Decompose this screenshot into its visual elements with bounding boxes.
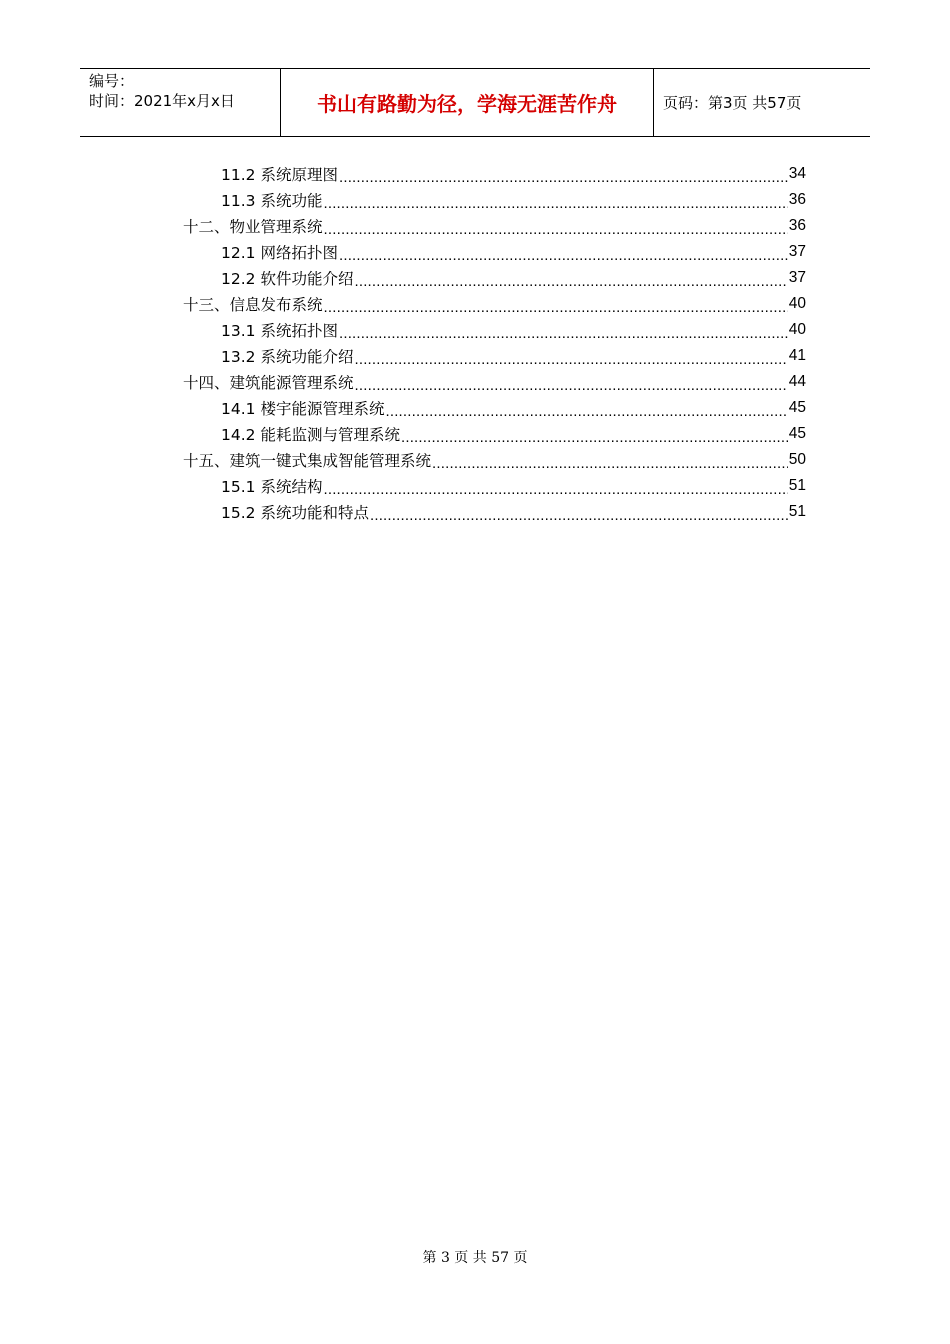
toc-entry[interactable] (221, 161, 806, 187)
toc-entry-title: 十四、建筑能源管理系统 (183, 374, 354, 392)
toc-dot-leader (324, 295, 788, 313)
toc-dot-leader (324, 217, 788, 235)
toc-dot-leader (354, 347, 787, 365)
toc-entry-page: 36 (788, 217, 806, 234)
toc-entry-title: 13.1 系统拓扑图 (221, 322, 338, 340)
toc-entry-page: 45 (788, 425, 806, 442)
toc-entry-page: 40 (788, 321, 806, 338)
toc-entry-page: 40 (788, 295, 806, 312)
toc-dot-leader (323, 191, 787, 209)
document-number-label: 编号： (89, 72, 135, 90)
toc-dot-leader (354, 269, 787, 287)
toc-entry-page: 45 (788, 399, 806, 416)
toc-entry[interactable] (221, 239, 806, 265)
toc-entry-page: 34 (788, 165, 806, 182)
toc-entry-page: 51 (788, 503, 806, 520)
toc-dot-leader (432, 451, 788, 469)
toc-entry-page: 37 (788, 269, 806, 286)
footer-page-text: 第 3 页 共 57 页 (422, 1250, 528, 1266)
toc-entry-title: 15.1 系统结构 (221, 478, 323, 496)
toc-entry[interactable] (221, 265, 806, 291)
toc-dot-leader (339, 321, 788, 339)
toc-entry-title: 14.1 楼宇能源管理系统 (221, 400, 385, 418)
toc-entry[interactable] (221, 473, 806, 499)
toc-entry-page: 37 (788, 243, 806, 260)
toc-entry-title: 11.2 系统原理图 (221, 166, 338, 184)
toc-entry-title: 12.1 网络拓扑图 (221, 244, 338, 262)
toc-entry-title: 十三、信息发布系统 (183, 296, 323, 314)
toc-entry-title: 十二、物业管理系统 (183, 218, 323, 236)
toc-entry[interactable] (183, 369, 806, 395)
toc-entry[interactable] (221, 395, 806, 421)
toc-entry[interactable] (183, 291, 806, 317)
toc-entry-title: 十五、建筑一键式集成智能管理系统 (183, 452, 432, 470)
toc-dot-leader (370, 503, 788, 521)
toc-dot-leader (385, 399, 787, 417)
toc-entry[interactable] (221, 187, 806, 213)
toc-entry-title: 12.2 软件功能介绍 (221, 270, 354, 288)
toc-dot-leader (339, 165, 788, 183)
toc-entry-page: 51 (788, 477, 806, 494)
toc-dot-leader (355, 373, 788, 391)
toc-dot-leader (401, 425, 788, 443)
toc-entry-page: 44 (788, 373, 806, 390)
toc-dot-leader (323, 477, 787, 495)
toc-entry-page: 50 (788, 451, 806, 468)
header-page-cell (654, 69, 870, 136)
page-header (80, 68, 870, 137)
toc-entry-page: 41 (788, 347, 806, 364)
toc-entry[interactable] (221, 421, 806, 447)
toc-entry[interactable] (183, 213, 806, 239)
header-left-cell (80, 69, 281, 136)
document-time-label: 时间：2021年x月x日 (89, 92, 235, 110)
toc-entry-title: 15.2 系统功能和特点 (221, 504, 369, 522)
header-motto: 书山有路勤为径，学海无涯苦作舟 (317, 92, 617, 116)
toc-entry[interactable] (221, 499, 806, 525)
header-page-label: 页码：第3页 共57页 (663, 94, 802, 112)
toc-entry[interactable] (221, 317, 806, 343)
toc-entry-page: 36 (788, 191, 806, 208)
toc-dot-leader (339, 243, 788, 261)
header-motto-cell (281, 69, 654, 136)
toc-entry[interactable] (183, 447, 806, 473)
toc-entry-title: 13.2 系统功能介绍 (221, 348, 354, 366)
toc-entry[interactable] (221, 343, 806, 369)
toc-entry-title: 11.3 系统功能 (221, 192, 323, 210)
toc-entry-title: 14.2 能耗监测与管理系统 (221, 426, 400, 444)
page-footer (0, 1247, 950, 1267)
